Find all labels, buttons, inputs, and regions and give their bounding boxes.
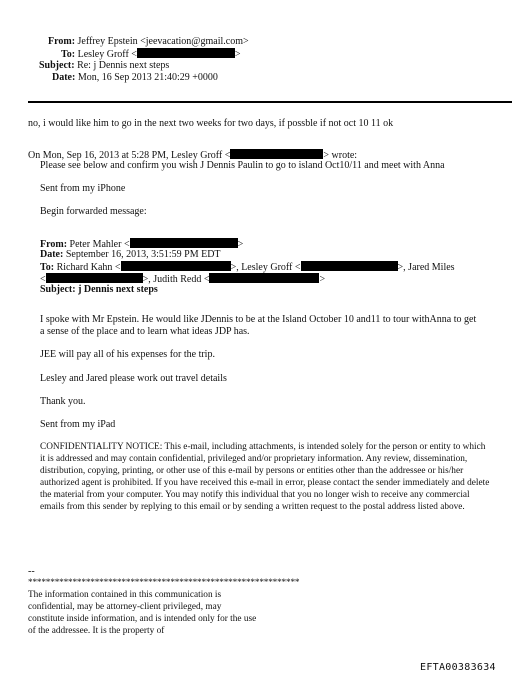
fwd-subject-value: j Dennis next steps (78, 284, 158, 295)
redaction-block (301, 261, 398, 271)
fwd-to-line2-open: < (40, 274, 46, 285)
document-id: EFTA00383634 (420, 662, 496, 673)
header-from-value: Jeffrey Epstein <jeevacation@gmail.com> (77, 36, 249, 47)
fwd-subject-line (40, 284, 158, 296)
header-date-label: Date: (52, 72, 76, 83)
quoted-sent-iphone: Sent from my iPhone (40, 183, 126, 194)
redaction-block (209, 273, 319, 283)
redaction-block (121, 261, 231, 271)
body-paragraph-3: Lesley and Jared please work out travel details (40, 373, 227, 384)
fwd-subject-label: Subject: (40, 284, 76, 295)
fwd-date-line (40, 249, 221, 261)
fwd-to-value1: Richard Kahn < (56, 262, 121, 273)
quoted-intro-prefix: On Mon, Sep 16, 2013 at 5:28 PM, Lesley Groff < (28, 150, 231, 161)
header-subject-value: Re: j Dennis next steps (77, 60, 170, 71)
header-subject-label: Subject: (39, 60, 75, 71)
fwd-to-line2-close: > (319, 274, 326, 285)
fwd-date-label: Date: (40, 249, 64, 260)
quoted-intro-suffix: > wrote: (323, 150, 358, 161)
confidentiality-notice: CONFIDENTIALITY NOTICE: This e-mail, including attachments, is intended solely for the person or entity to which it is addressed and may contain confidential, privileged and/or proprietary information. Any review, dissemination, distribution, copying, printing, or other use of this e-mail by persons or entities other than the addressee or his/her authorized agent is prohibited. If you have received this e-mail in error, please contact the sender immediately and delete the material from your computer. You may notify this individual that you no longer wish to receive any commercial emails from this sender by replying to this email or by sending a written request to the postal address listed above. (40, 442, 490, 512)
body-paragraph-1: I spoke with Mr Epstein. He would like JDennis to be at the Island October 10 and11 to tour withAnna to get a sense of the place and to learn what ideas JDP has. (40, 314, 477, 337)
header-to-close: > (234, 49, 241, 60)
quoted-begin-forwarded: Begin forwarded message: (40, 206, 147, 217)
header-to-label: To: (61, 49, 76, 60)
redaction-block (230, 149, 323, 159)
reply-body: no, i would like him to go in the next two weeks for two days, if possble if not oct 10 11 ok (28, 118, 394, 129)
signature-dashes: -- (28, 566, 35, 577)
fwd-date-value: September 16, 2013, 3:51:59 PM EDT (65, 249, 221, 260)
redaction-block (130, 238, 238, 248)
quoted-line1: Please see below and confirm you wish J Dennis Paulin to go to island Oct10/11 and meet with Anna (40, 160, 445, 171)
header-divider (28, 101, 512, 103)
header-date-line (52, 72, 218, 84)
body-paragraph-5: Sent from my iPad (40, 419, 116, 430)
fwd-to-value3: >, Jared Miles (397, 262, 455, 273)
fwd-to-value2: >, Lesley Groff < (230, 262, 301, 273)
redaction-block (137, 48, 235, 58)
header-from-label: From: (48, 36, 76, 47)
body-paragraph-4: Thank you. (40, 396, 86, 407)
redaction-block (46, 273, 143, 283)
header-to-value: Lesley Groff < (77, 49, 137, 60)
header-from-line (48, 36, 249, 48)
fwd-from-close: > (237, 239, 244, 250)
header-date-value: Mon, 16 Sep 2013 21:40:29 +0000 (77, 72, 218, 83)
header-subject-line (39, 60, 169, 72)
fwd-from-value: Peter Mahler < (69, 239, 130, 250)
fwd-to-label: To: (40, 262, 55, 273)
signature-text: The information contained in this communication is confidential, may be attorney-client privileged, may constitute inside information, and is intended only for the use of the addressee. It is the property of (28, 590, 257, 636)
signature-stars: ************************************************************* (28, 578, 300, 588)
body-paragraph-2: JEE will pay all of his expenses for the trip. (40, 349, 215, 360)
fwd-to-line2-mid: >, Judith Redd < (142, 274, 210, 285)
fwd-from-label: From: (40, 239, 68, 250)
